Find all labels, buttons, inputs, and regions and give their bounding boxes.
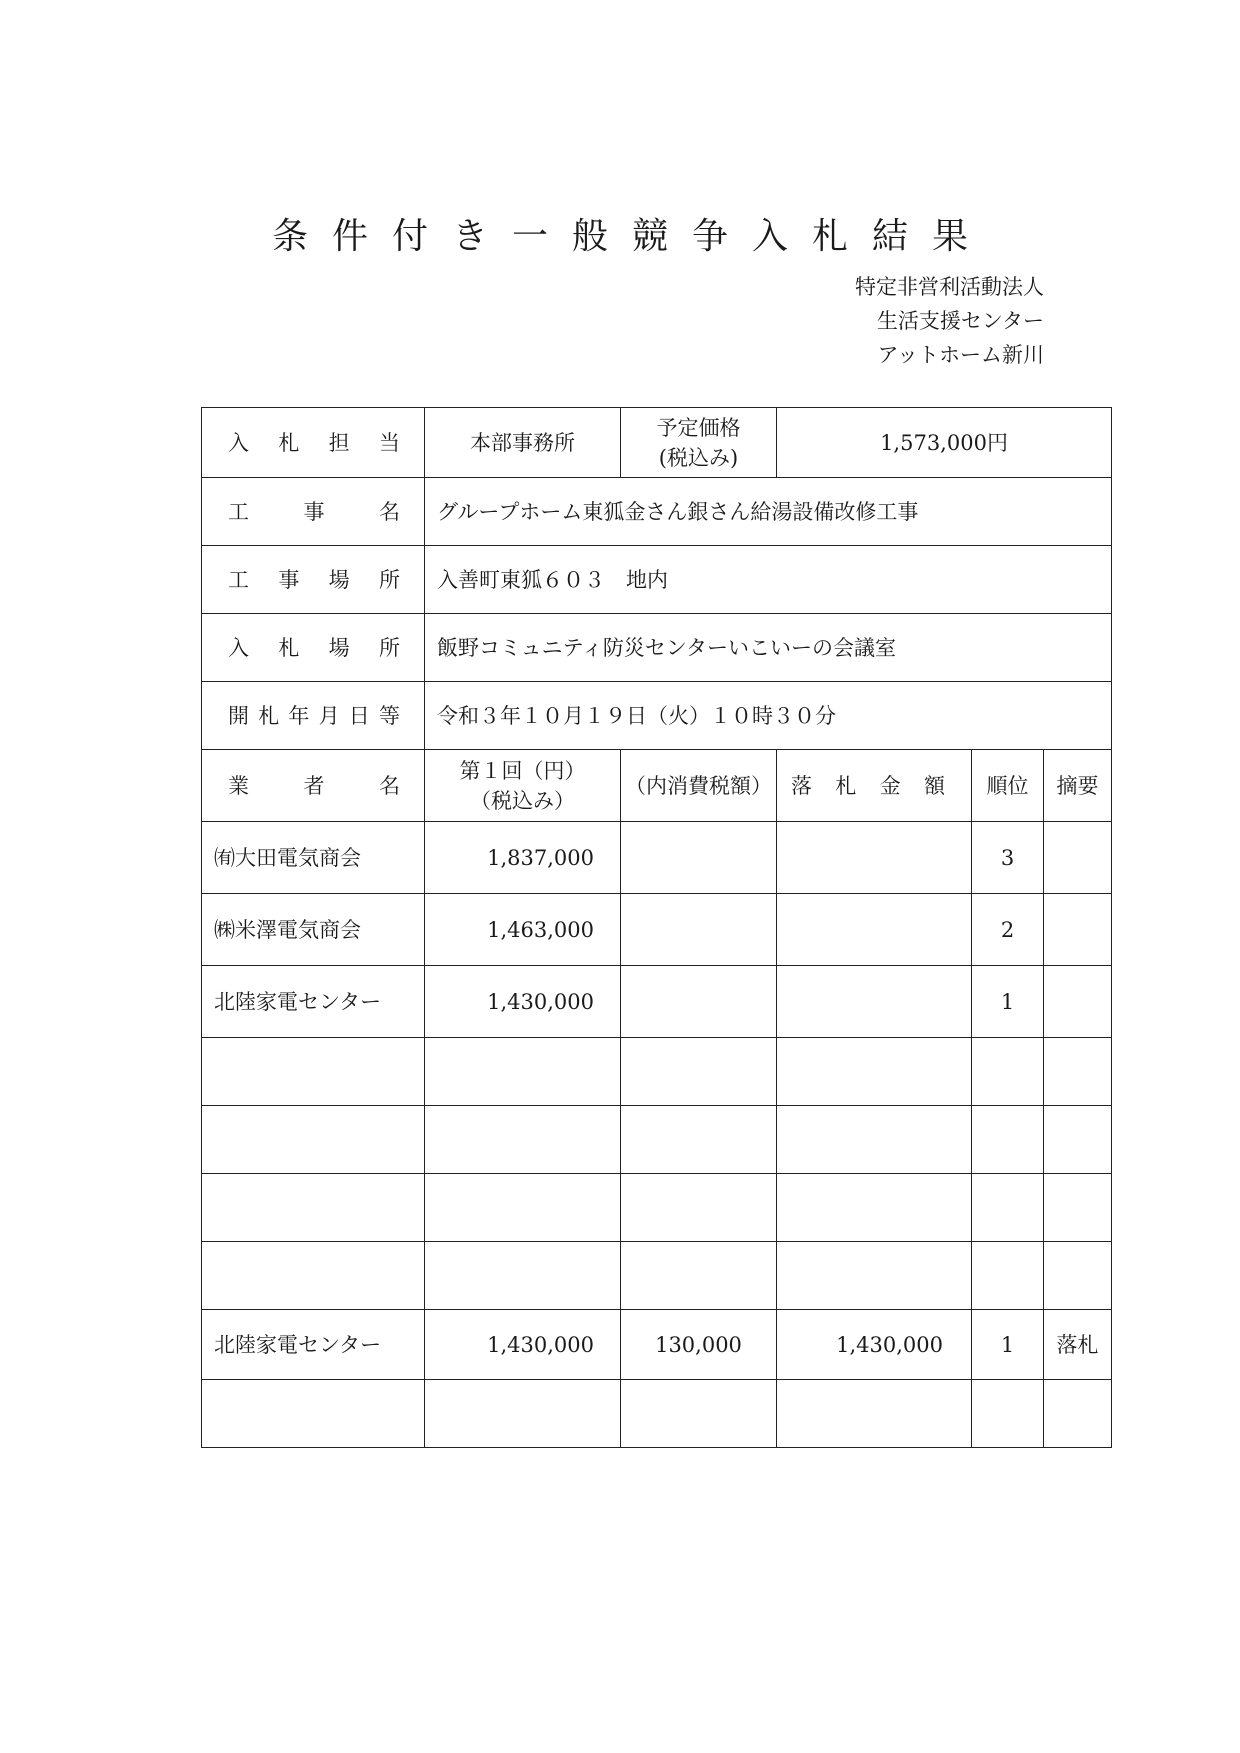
bid-winning xyxy=(777,1038,972,1106)
bid-note: 落札 xyxy=(1044,1310,1112,1380)
bid-name xyxy=(202,1174,425,1242)
table-row xyxy=(202,894,1112,966)
table-row xyxy=(202,1242,1112,1310)
bid-rank xyxy=(972,1380,1044,1448)
nyusatsu-basho-label: 入札場所 xyxy=(202,614,425,682)
bid-rank: 3 xyxy=(972,822,1044,894)
bid-tax: 130,000 xyxy=(621,1310,777,1380)
tanto-label: 入札担当 xyxy=(202,408,425,478)
header-row xyxy=(202,750,1112,822)
table-row-winner xyxy=(202,1310,1112,1380)
org-line-2: 生活支援センター xyxy=(876,309,1044,333)
bid-note xyxy=(1044,1038,1112,1106)
kaisatsu-value: 令和３年１０月１９日（火）１０時３０分 xyxy=(425,682,1112,750)
bid-tax xyxy=(621,1242,777,1310)
bid-note xyxy=(1044,1106,1112,1174)
bid-note xyxy=(1044,894,1112,966)
bid-winning xyxy=(777,966,972,1038)
header-rank: 順位 xyxy=(972,750,1044,822)
bid-winning xyxy=(777,1380,972,1448)
bid-rank xyxy=(972,1242,1044,1310)
basho-label: 工事場所 xyxy=(202,546,425,614)
bid-winning xyxy=(777,1242,972,1310)
koji-value: グループホーム東狐金さん銀さん給湯設備改修工事 xyxy=(425,478,1112,546)
bid-name xyxy=(202,1106,425,1174)
row-nyusatsu-basho xyxy=(202,614,1112,682)
bid-name: 北陸家電センター xyxy=(202,1310,425,1380)
bid-note xyxy=(1044,1174,1112,1242)
bid-rank: 2 xyxy=(972,894,1044,966)
table-row xyxy=(202,1106,1112,1174)
bid-winning xyxy=(777,1174,972,1242)
table-row xyxy=(202,822,1112,894)
document-title: 条件付き一般競争入札結果 xyxy=(271,216,992,257)
table-row xyxy=(202,966,1112,1038)
bid-tax xyxy=(621,822,777,894)
bid-name: ㈲大田電気商会 xyxy=(202,822,425,894)
row-tanto xyxy=(202,408,1112,478)
bid-tax xyxy=(621,894,777,966)
org-line-3: アットホーム新川 xyxy=(877,343,1044,367)
bid-name: 北陸家電センター xyxy=(202,966,425,1038)
bid-note xyxy=(1044,1242,1112,1310)
bid-winning xyxy=(777,822,972,894)
header-gyosha: 業者名 xyxy=(202,750,425,822)
bid-winning: 1,430,000 xyxy=(777,1310,972,1380)
row-koji xyxy=(202,478,1112,546)
header-tax: （内消費税額） xyxy=(621,750,777,822)
bid-name: ㈱米澤電気商会 xyxy=(202,894,425,966)
bid-winning xyxy=(777,1106,972,1174)
bid-result-table xyxy=(201,407,1112,1448)
yotei-label-line1: 予定価格 xyxy=(656,415,741,440)
bid-amount xyxy=(425,1242,621,1310)
bid-amount xyxy=(425,1380,621,1448)
nyusatsu-basho-value: 飯野コミュニティ防災センターいこいーの会議室 xyxy=(425,614,1112,682)
bid-name xyxy=(202,1242,425,1310)
row-kaisatsu xyxy=(202,682,1112,750)
bid-rank: 1 xyxy=(972,1310,1044,1380)
header-round1-line1: 第１回（円） xyxy=(459,758,586,783)
bid-rank: 1 xyxy=(972,966,1044,1038)
bid-amount xyxy=(425,1038,621,1106)
bid-amount: 1,430,000 xyxy=(425,1310,621,1380)
bid-rank xyxy=(972,1174,1044,1242)
org-line-1: 特定非営利活動法人 xyxy=(855,275,1044,299)
bid-amount: 1,463,000 xyxy=(425,894,621,966)
bid-tax xyxy=(621,1106,777,1174)
kaisatsu-label: 開札年月日等 xyxy=(202,682,425,750)
bid-amount xyxy=(425,1174,621,1242)
bid-tax xyxy=(621,1038,777,1106)
bid-name xyxy=(202,1038,425,1106)
koji-label: 工事名 xyxy=(202,478,425,546)
basho-value: 入善町東狐６０３ 地内 xyxy=(425,546,1112,614)
header-rakusatsu: 落札金額 xyxy=(777,750,972,822)
header-round1 xyxy=(425,750,621,822)
bid-amount: 1,837,000 xyxy=(425,822,621,894)
bid-note xyxy=(1044,966,1112,1038)
yotei-label-line2: (税込み) xyxy=(658,445,739,470)
row-basho xyxy=(202,546,1112,614)
bid-winning xyxy=(777,894,972,966)
bid-note xyxy=(1044,1380,1112,1448)
yotei-label xyxy=(621,408,777,478)
header-round1-line2: （税込み） xyxy=(470,788,575,813)
bid-rank xyxy=(972,1106,1044,1174)
tanto-value: 本部事務所 xyxy=(425,408,621,478)
bid-note xyxy=(1044,822,1112,894)
bid-amount: 1,430,000 xyxy=(425,966,621,1038)
bid-rank xyxy=(972,1038,1044,1106)
organization-name xyxy=(855,270,1044,372)
bid-tax xyxy=(621,1174,777,1242)
bid-tax xyxy=(621,1380,777,1448)
header-note: 摘要 xyxy=(1044,750,1112,822)
bid-tax xyxy=(621,966,777,1038)
table-row xyxy=(202,1380,1112,1448)
bid-name xyxy=(202,1380,425,1448)
yotei-value: 1,573,000円 xyxy=(777,408,1112,478)
table-row xyxy=(202,1174,1112,1242)
table-row xyxy=(202,1038,1112,1106)
bid-amount xyxy=(425,1106,621,1174)
